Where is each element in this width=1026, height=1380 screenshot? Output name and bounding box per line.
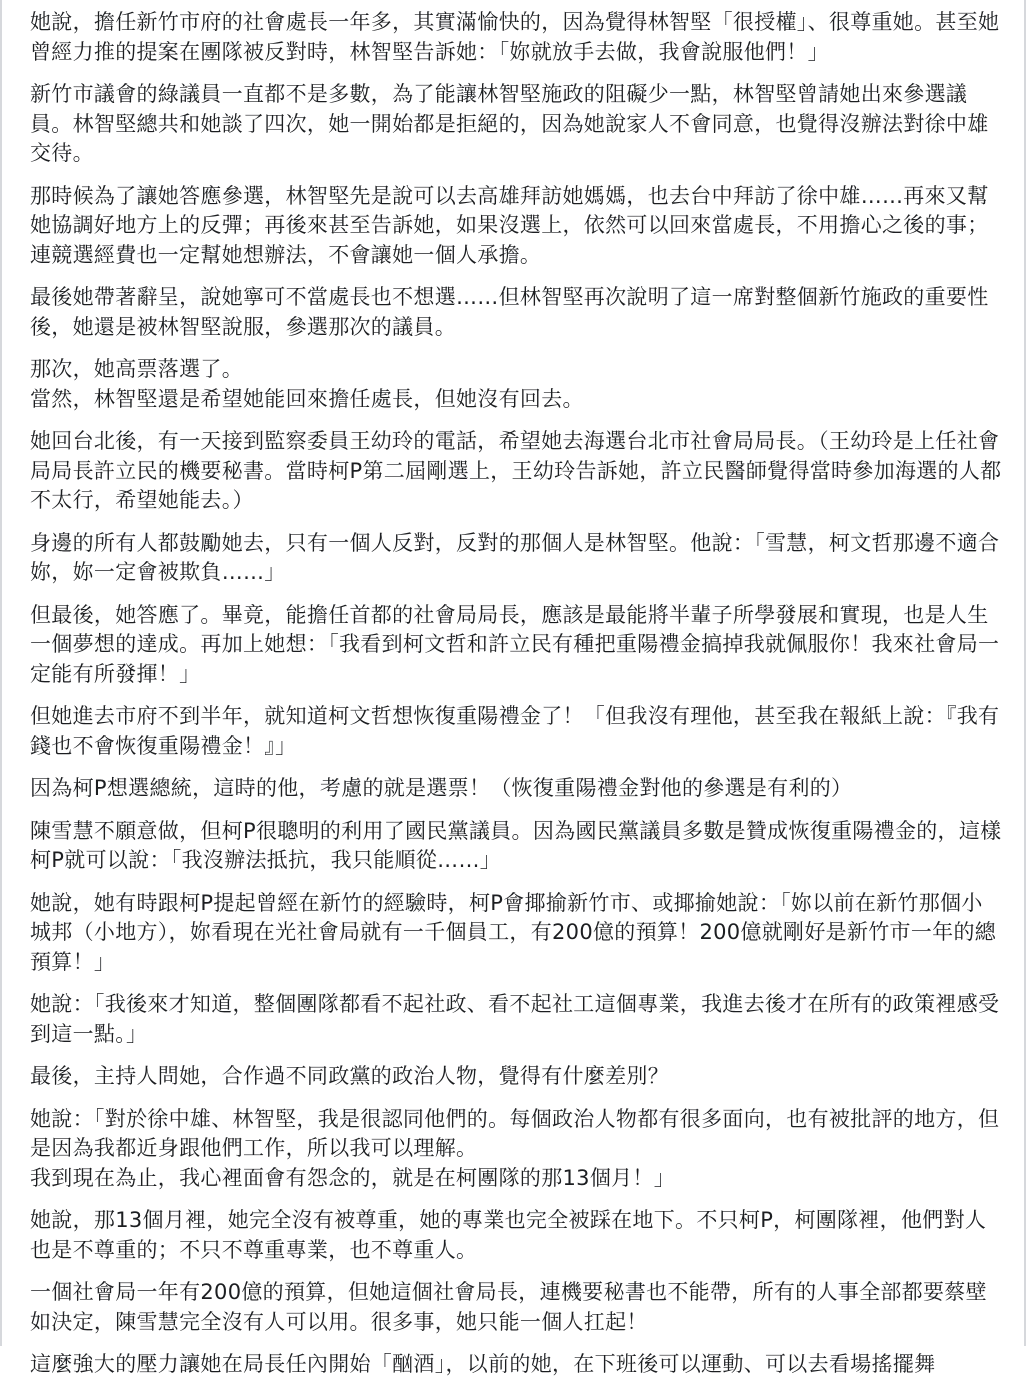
paragraph-text: 最後，主持人問她，合作過不同政黨的政治人物，覺得有什麼差別？ bbox=[30, 1064, 669, 1088]
paragraph-text: 陳雪慧不願意做，但柯P很聰明的利用了國民黨議員。因為國民黨議員多數是贊成恢復重陽禮金的，這樣柯P就可以說：「我沒辦法抵抗，我只能順從……」 bbox=[30, 818, 1002, 872]
paragraph-6 bbox=[30, 427, 1002, 516]
paragraph-5 bbox=[30, 355, 1002, 414]
paragraph-text: 她說，她有時跟柯P提起曾經在新竹的經驗時，柯P會揶揄新竹市、或揶揄她說：「妳以前在新竹那個小城邦（小地方），妳看現在光社會局就有一千個員工，有200億的預算！200億就剛好是新竹市一年的總預算！」 bbox=[30, 890, 997, 974]
paragraph-10 bbox=[30, 774, 1002, 804]
paragraph-text: 那時候為了讓她答應參選，林智堅先是說可以去高雄拜訪她媽媽，也去台中拜訪了徐中雄……再來又幫她協調好地方上的反彈；再後來甚至告訴她，如果沒選上，依然可以回來當處長，不用擔心之後的事；連競選經費也一定幫她想辦法，不會讓她一個人承擔。 bbox=[30, 183, 989, 267]
paragraph-text: 當然，林智堅還是希望她能回來擔任處長，但她沒有回去。 bbox=[30, 386, 584, 411]
paragraph-15 bbox=[30, 1105, 1002, 1194]
paragraph-text: 新竹市議會的綠議員一直都不是多數，為了能讓林智堅施政的阻礙少一點，林智堅曾請她出來參選議員。林智堅總共和她談了四次，她一開始都是拒絕的，因為她說家人不會同意，也覺得沒辦法對徐中雄交待。 bbox=[30, 82, 989, 165]
post-body bbox=[2, 0, 1024, 1380]
paragraph-17 bbox=[30, 1278, 1002, 1337]
paragraph-text: 我到現在為止，我心裡面會有怨念的，就是在柯團隊的那13個月！」 bbox=[30, 1165, 676, 1190]
paragraph-8 bbox=[30, 601, 1002, 690]
paragraph-7 bbox=[30, 529, 1002, 588]
paragraph-text: 她回台北後，有一天接到監察委員王幼玲的電話，希望她去海選台北市社會局局長。（王幼玲是上任社會局局長許立民的機要秘書。當時柯P第二屆剛選上，王幼玲告訴她，許立民醫師覺得當時參加海選的人都不太行，希望她能去。） bbox=[30, 429, 1002, 512]
paragraph-text: 那次，她高票落選了。 bbox=[30, 357, 243, 381]
paragraph-text: 她說：「我後來才知道，整個團隊都看不起社政、看不起社工這個專業，我進去後才在所有的政策裡感受到這一點。」 bbox=[30, 992, 1000, 1046]
paragraph-text: 一個社會局一年有200億的預算，但她這個社會局長，連機要秘書也不能帶，所有的人事全部都要蔡壁如決定，陳雪慧完全沒有人可以用。很多事，她只能一個人扛起！ bbox=[30, 1280, 987, 1334]
paragraph-2 bbox=[30, 80, 1002, 169]
paragraph-14 bbox=[30, 1062, 1002, 1092]
paragraph-11 bbox=[30, 817, 1002, 876]
paragraph-1 bbox=[30, 8, 1002, 67]
paragraph-text: 她說，擔任新竹市府的社會處長一年多，其實滿愉快的，因為覺得林智堅「很授權」、很尊重她。甚至她曾經力推的提案在團隊被反對時，林智堅告訴她：「妳就放手去做，我會說服他們！」 bbox=[30, 10, 1000, 64]
paragraph-12 bbox=[30, 889, 1002, 978]
paragraph-text: 她說，那13個月裡，她完全沒有被尊重，她的專業也完全被踩在地下。不只柯P，柯團隊裡，他們對人也是不尊重的；不只不尊重專業，也不尊重人。 bbox=[30, 1208, 987, 1262]
paragraph-text: 但她進去市府不到半年，就知道柯文哲想恢復重陽禮金了！「但我沒有理他，甚至我在報紙上說：『我有錢也不會恢復重陽禮金！』」 bbox=[30, 704, 1000, 758]
paragraph-text: 最後她帶著辭呈，說她寧可不當處長也不想選……但林智堅再次說明了這一席對整個新竹施政的重要性後，她還是被林智堅說服，參選那次的議員。 bbox=[30, 285, 989, 339]
paragraph-9 bbox=[30, 702, 1002, 761]
cutoff-paragraph: 這麼強大的壓力讓她在局長任內開始「酗酒」，以前的她，在下班後可以運動、可以去看場搖擺舞 bbox=[30, 1352, 936, 1376]
paragraph-3 bbox=[30, 182, 1002, 271]
paragraph-text: 但最後，她答應了。畢竟，能擔任首都的社會局局長，應該是最能將半輩子所學發展和實現，也是人生一個夢想的達成。再加上她想：「我看到柯文哲和許立民有種把重陽禮金搞掉我就佩服你！我來社會局一定能有所發揮！」 bbox=[30, 602, 1000, 686]
paragraph-16 bbox=[30, 1206, 1002, 1265]
paragraph-text: 她說：「對於徐中雄、林智堅，我是很認同他們的。每個政治人物都有很多面向，也有被批評的地方，但是因為我都近身跟他們工作，所以我可以理解。 bbox=[30, 1106, 1000, 1160]
paragraph-13 bbox=[30, 990, 1002, 1049]
paragraph-text: 因為柯P想選總統，這時的他，考慮的就是選票！（恢復重陽禮金對他的參選是有利的） bbox=[30, 776, 853, 800]
paragraph-text: 身邊的所有人都鼓勵她去，只有一個人反對，反對的那個人是林智堅。他說：「雪慧，柯文哲那邊不適合妳，妳一定會被欺負……」 bbox=[30, 530, 1000, 584]
paragraph-4 bbox=[30, 283, 1002, 342]
